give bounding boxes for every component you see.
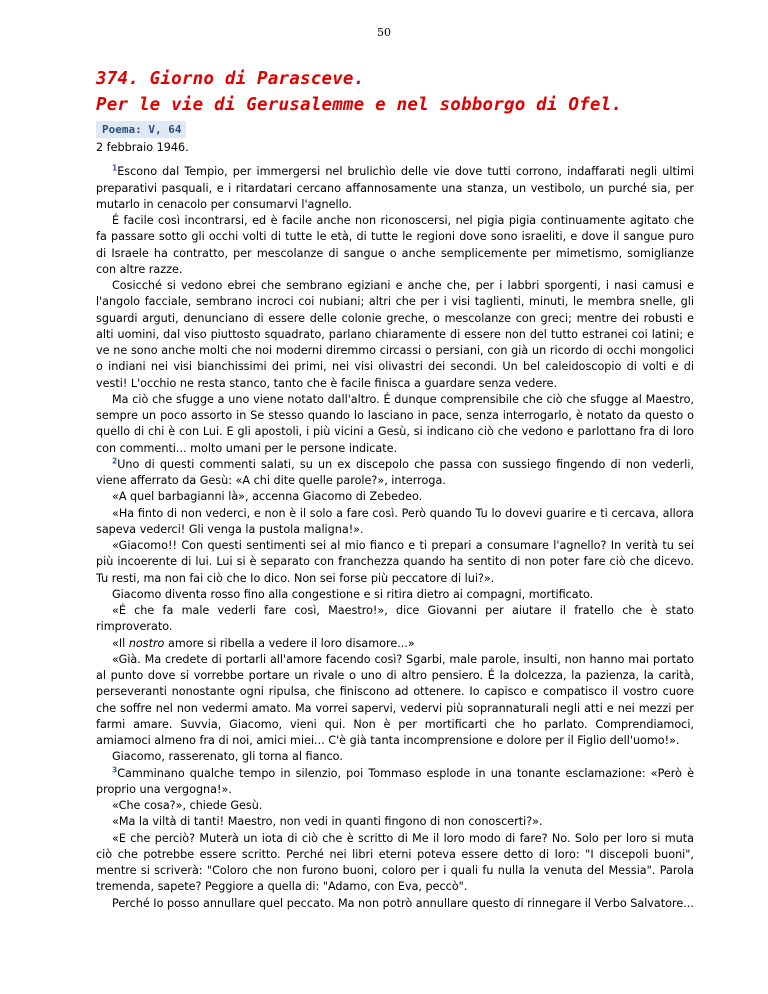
- source-badge: Poema: V, 64: [96, 121, 186, 138]
- paragraph: Giacomo, rasserenato, gli torna al fianco.: [112, 750, 343, 764]
- page-number: 50: [377, 26, 391, 39]
- paragraph: «É che fa male vederli fare così, Maestro!», dice Giovanni per aiutare il fratello che è stato rimproverato.: [96, 604, 694, 634]
- paragraph: $^1$Escono dal Tempio, per immergersi nel brulichìo delle vie dove tutti corrono, indaffarati negli ultimi preparativi pasquali, e i ritardatari cercano affannosamente una stanza, un vestibolo, un purché sia, per mutarlo in cenacolo per consumarvi l'agnello.: [96, 163, 694, 211]
- date-line: 2 febbraio 1946.: [96, 141, 189, 154]
- paragraph: «A quel barbagianni là», accenna Giacomo di Zebedeo.: [112, 490, 423, 504]
- paragraph: «Che cosa?», chiede Gesù.: [112, 799, 263, 812]
- chapter-subtitle: Per le vie di Gerusalemme e nel sobborgo di Ofel.: [96, 95, 623, 115]
- paragraph: Ma ciò che sfugge a uno viene notato dall'altro. É dunque comprensibile che ciò che sfugge al Maestro, sempre un poco assorto in Se stesso quando lo lasciano in pace, senza interrogarlo, è notato da questo o quello di chi è con Lui. E gli apostoli, i più vicini a Gesù, si indicano ciò che vedono e parlottano fra di loro con commenti... molto umani per le persone indicate.: [96, 392, 694, 455]
- verse-number: 1: [112, 163, 118, 173]
- paragraph: $^2$Uno di questi commenti salati, su un ex discepolo che passa con sussiego fingendo di non vederli, viene afferrato da Gesù: «A chi dite quelle parole?», interroga.: [96, 456, 694, 487]
- body-text: [96, 140, 694, 912]
- paragraph: «Ma la viltà di tanti! Maestro, non vedi in quanti fingono di non conoscerti?».: [112, 815, 543, 829]
- paragraph: «E che perciò? Muterà un iota di ciò che è scritto di Me il loro modo di fare? No. Solo per loro si muta ciò che potrebbe essere scritto. Perché nei libri eterni poteva essere detto di loro: "I discepoli buoni", mentre si scriverà: "Coloro che non furono buoni, coloro per i quali fu nulla la venuta del Messia". Parola tremenda, sapete? Peggiore a quella di: "Adamo, con Eva, peccò".: [96, 831, 694, 894]
- paragraph: $^3$Camminano qualche tempo in silenzio, poi Tommaso esplode in una tonante esclamazione: «Però è proprio una vergogna!».: [96, 764, 694, 796]
- verse-number: 3: [112, 764, 118, 774]
- paragraph: «Giacomo!! Con questi sentimenti sei al mio fianco e ti prepari a consumare l'agnello? In verità tu sei più incoerente di lui. Lui si è separato con franchezza quando ha sentito di non poter fare ciò che dicevo. Tu resti, ma non fai ciò che Io dico. Non sei forse più peccatore di lui?».: [96, 539, 694, 585]
- paragraph: É facile così incontrarsi, ed è facile anche non riconoscersi, nel pigia pigia continuamente agitato che fa passare sotto gli occhi volti di tutte le età, di tutte le regioni dove sono israeliti, e dove il sangue puro di Israele ha contratto, per mescolanze di sangue o anche semplicemente per mimetismo, somiglianze con altre razze.: [96, 214, 694, 276]
- paragraph: «Ha finto di non vederci, e non è il solo a fare così. Però quando Tu lo dovevi guarire e ti cercava, allora sapeva vederci! Gli venga la pustola maligna!».: [96, 506, 694, 536]
- paragraph: «Il nostro amore si ribella a vedere il loro disamore...»: [112, 636, 415, 650]
- verse-number: 2: [112, 456, 118, 466]
- chapter-title: 374. Giorno di Parasceve.: [96, 69, 365, 89]
- paragraph: Giacomo diventa rosso fino alla congestione e si ritira dietro ai compagni, mortificato.: [112, 587, 594, 601]
- paragraph: «Già. Ma credete di portarli all'amore facendo così? Sgarbi, male parole, insulti, non hanno mai portato al punto dove si vorrebbe portare un rivale o uno di altro pensiero. É la dolcezza, la pazienza, la carità, perseveranti nonostante ogni ripulsa, che finiscono ad ottenere. Io capisco e compatisco il vostro cuore che soffre nel non vedermi amato. Ma vorrei sapervi, vedervi più soprannaturali negli atti e nei mezzi per farmi amare. Suvvia, Giacomo, vieni qui. Non è per mortificarti che ho parlato. Comprendiamoci, amiamoci almeno fra di noi, amici miei... C'è già tanta incomprensione e dolore per il Figlio dell'uomo!».: [96, 652, 694, 747]
- paragraph: Cosicché si vedono ebrei che sembrano egiziani e anche che, per i labbri sporgenti, i nasi camusi e l'angolo facciale, sembrano incroci coi nubiani; altri che per i visi taglienti, minuti, le membra snelle, gli sguardi arguti, denunciano di essere delle colonie greche, o mescolanze con greci; mentre dei robusti e alti uomini, dal viso piuttosto squadrato, parlano chiaramente di essere non del tutto estranei coi latini; e ve ne sono anche molti che noi moderni diremmo circassi o persiani, con già un ricordo di occhi mongolici o indiani nei visi bianchissimi dei primi, nei visi olivastri dei secondi. Un bel caleidoscopio di volti e di vesti! L'occhio ne resta stanco, tanto che è facile finisca a guardare senza vedere.: [96, 279, 694, 390]
- paragraph: Perché Io posso annullare quel peccato. Ma non potrò annullare questo di rinnegare il Verbo Salvatore...: [112, 896, 694, 910]
